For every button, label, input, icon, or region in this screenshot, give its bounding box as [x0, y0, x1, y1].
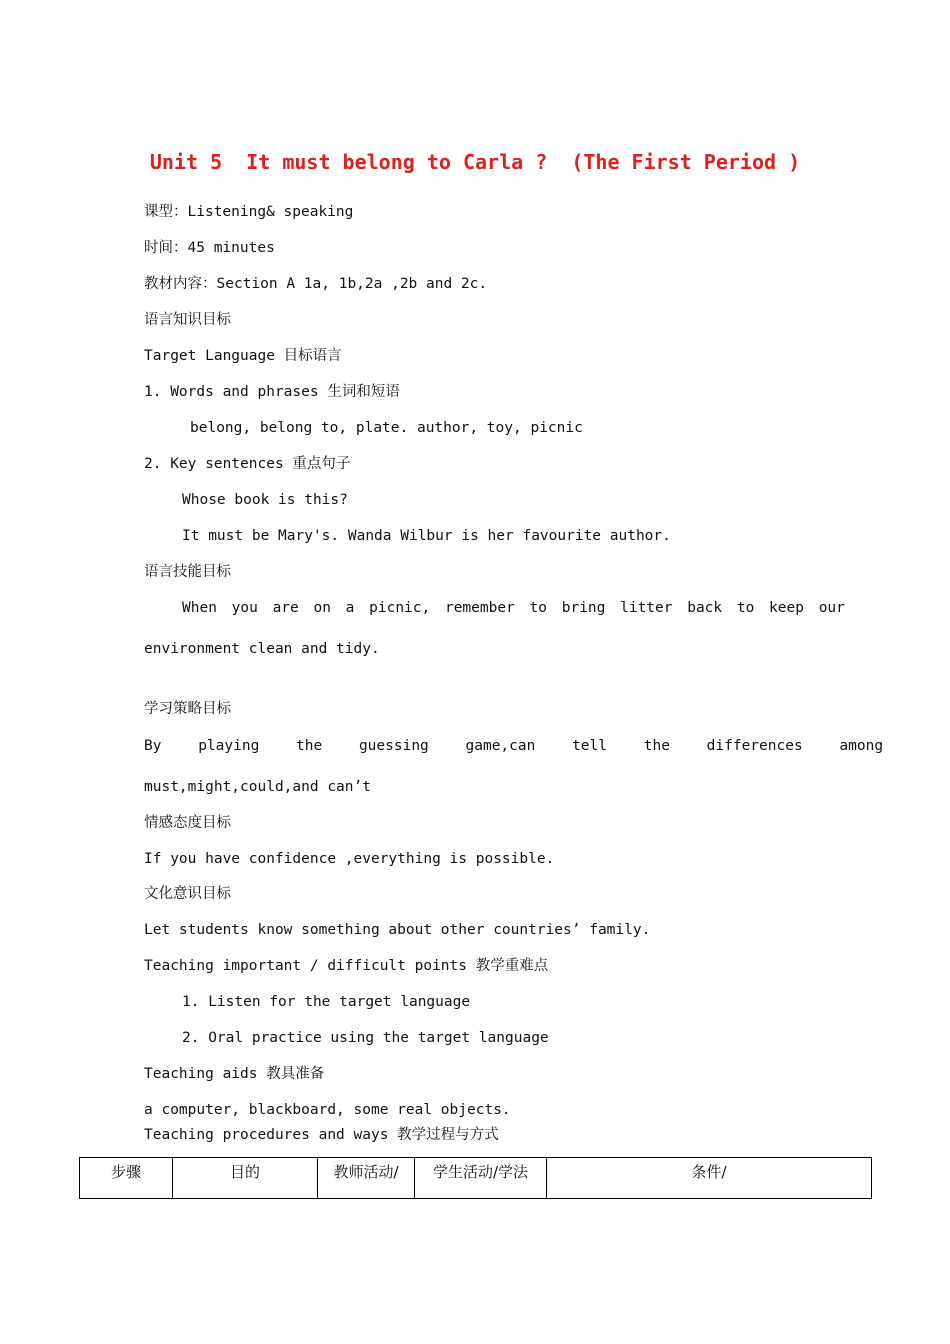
key-sentence-2: It must be Mary's. Wanda Wilbur is her favourite author. — [182, 528, 671, 544]
teaching-aids-line: a computer, blackboard, some real objects. — [144, 1102, 511, 1118]
learning-strategy-heading: 学习策略目标 — [144, 701, 231, 717]
class-time: 时间：45 minutes — [144, 240, 275, 256]
header-conditions: 条件/ — [547, 1158, 872, 1199]
teaching-point-1: 1. Listen for the target language — [182, 994, 471, 1010]
key-sentence-1: Whose book is this? — [182, 492, 348, 508]
course-type: 课型：Listening& speaking — [144, 204, 354, 220]
teaching-aids-heading: Teaching aids 教具准备 — [144, 1066, 325, 1082]
culture-line: Let students know something about other countries’ family. — [144, 922, 651, 938]
table-header-row — [80, 1158, 872, 1199]
strategy-line-1: By playing the guessing game,can tell the differences among — [144, 738, 884, 754]
skill-line-2: environment clean and tidy. — [144, 641, 380, 657]
emotion-attitude-heading: 情感态度目标 — [144, 815, 231, 831]
document-title: Unit 5 It must belong to Carla ? (The First Period ) — [149, 150, 801, 174]
teaching-point-2: 2. Oral practice using the target language — [182, 1030, 549, 1046]
header-step: 步骤 — [80, 1158, 173, 1199]
header-student-activity: 学生活动/学法 — [415, 1158, 547, 1199]
teaching-points-heading: Teaching important / difficult points 教学重难点 — [144, 958, 549, 974]
skill-line-1: When you are on a picnic, remember to bring litter back to keep our — [182, 600, 845, 616]
language-knowledge-heading: 语言知识目标 — [144, 312, 231, 328]
teaching-procedures-heading: Teaching procedures and ways 教学过程与方式 — [144, 1127, 499, 1143]
words-heading: 1. Words and phrases 生词和短语 — [144, 384, 400, 400]
culture-awareness-heading: 文化意识目标 — [144, 886, 231, 902]
strategy-line-2: must,might,could,and can’t — [144, 779, 371, 795]
words-list: belong, belong to, plate. author, toy, picnic — [190, 420, 583, 436]
language-skill-heading: 语言技能目标 — [144, 564, 231, 580]
emotion-line: If you have confidence ,everything is possible. — [144, 851, 555, 867]
header-teacher-activity: 教师活动/ — [318, 1158, 415, 1199]
key-sentences-heading: 2. Key sentences 重点句子 — [144, 456, 351, 472]
procedure-table — [79, 1157, 872, 1199]
header-purpose: 目的 — [173, 1158, 318, 1199]
target-language-heading: Target Language 目标语言 — [144, 348, 342, 364]
textbook-content: 教材内容：Section A 1a, 1b,2a ,2b and 2c. — [144, 276, 488, 292]
